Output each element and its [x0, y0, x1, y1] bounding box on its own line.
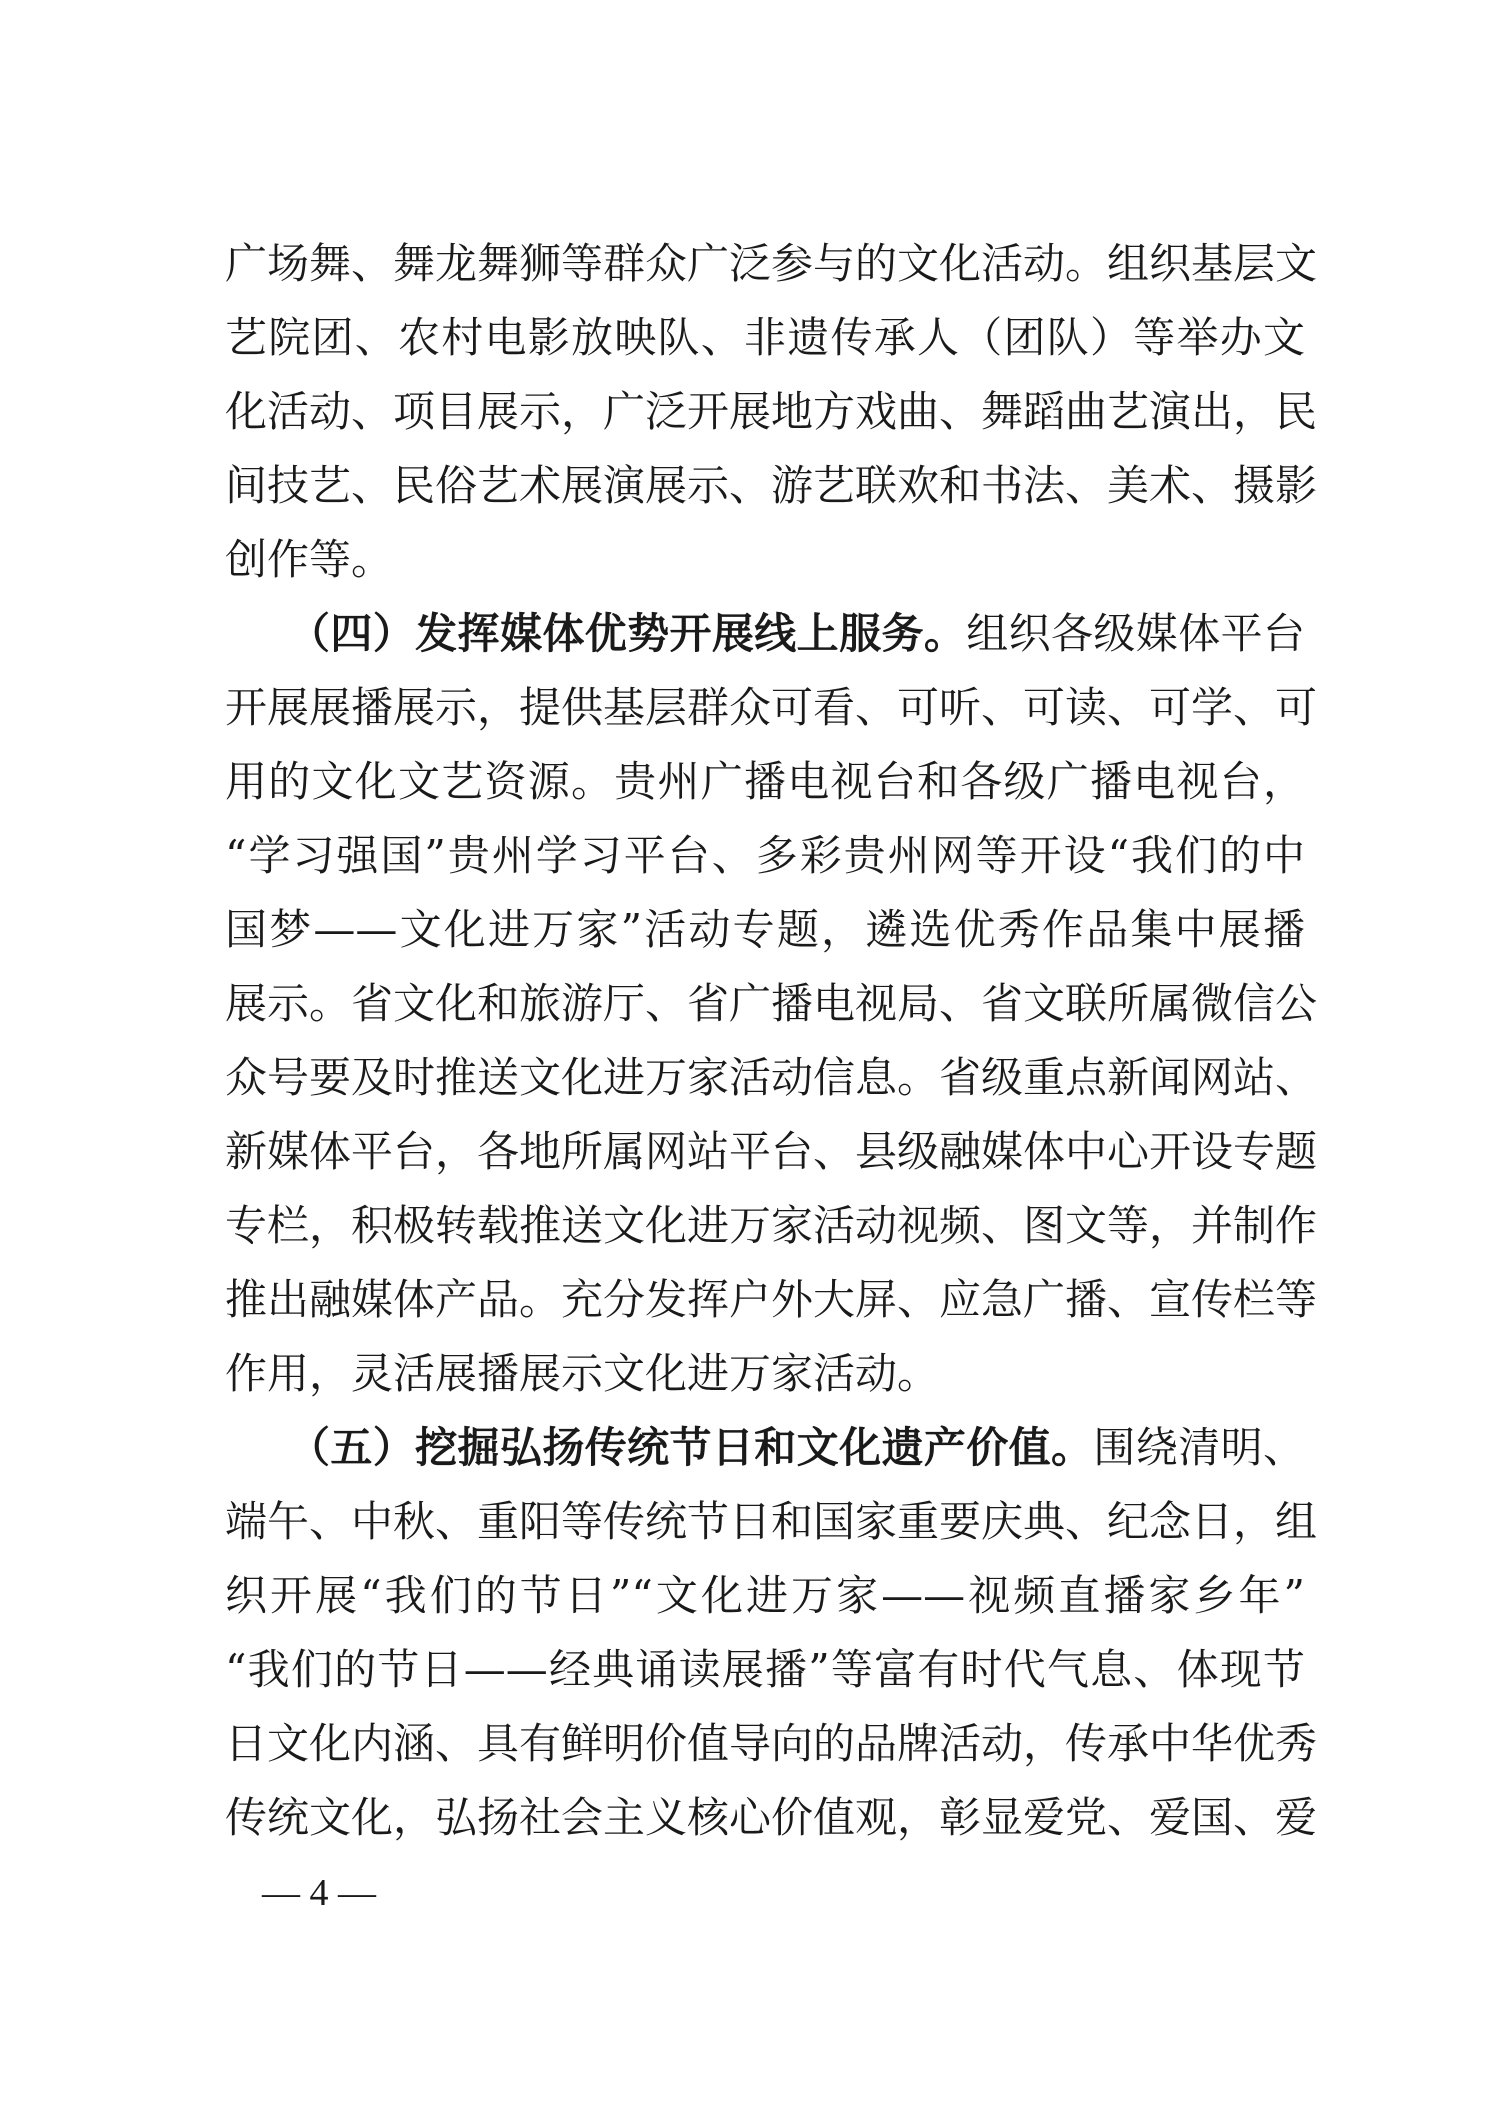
text-line: 众号要及时推送文化进万家活动信息。省级重点新闻网站、 [225, 1053, 1318, 1102]
text-line: 织开展“我们的节日”“文化进万家——视频直播家乡年” [225, 1571, 1305, 1620]
text-line: 新媒体平台，各地所属网站平台、县级融媒体中心开设专题 [225, 1127, 1318, 1176]
text-line: 化活动、项目展示，广泛开展地方戏曲、舞蹈曲艺演出，民 [225, 387, 1318, 436]
page-number: — 4 — [262, 1872, 376, 1914]
text-line: “我们的节日——经典诵读展播”等富有时代气息、体现节 [225, 1645, 1305, 1694]
section-4-first-line-text: 组织各级媒体平台 [966, 609, 1305, 658]
text-line: 作用，灵活展播展示文化进万家活动。 [225, 1349, 940, 1398]
section-4-heading: （四）发挥媒体优势开展线上服务。 [288, 609, 967, 658]
text-line: 用的文化文艺资源。贵州广播电视台和各级广播电视台， [225, 757, 1305, 806]
text-line: 间技艺、民俗艺术展演展示、游艺联欢和书法、美术、摄影 [225, 461, 1318, 510]
section-5 [225, 1411, 1318, 1855]
section-4 [225, 597, 1318, 1411]
paragraph-1 [225, 227, 1318, 597]
section-5-heading: （五）挖掘弘扬传统节日和文化遗产价值。 [288, 1423, 1094, 1472]
text-line: 专栏，积极转载推送文化进万家活动视频、图文等，并制作 [225, 1201, 1318, 1250]
body-text [225, 227, 1318, 1855]
section-5-first-line [225, 1411, 1305, 1485]
text-line: 广场舞、舞龙舞狮等群众广泛参与的文化活动。组织基层文 [225, 239, 1318, 288]
section-4-first-line [225, 597, 1305, 671]
text-line: 国梦——文化进万家”活动专题，遴选优秀作品集中展播 [225, 905, 1305, 954]
text-line: 创作等。 [225, 535, 394, 584]
text-line: “学习强国”贵州学习平台、多彩贵州网等开设“我们的中 [225, 831, 1305, 880]
text-line: 开展展播展示，提供基层群众可看、可听、可读、可学、可 [225, 683, 1318, 732]
text-line: 传统文化，弘扬社会主义核心价值观，彰显爱党、爱国、爱 [225, 1793, 1318, 1842]
text-line: 展示。省文化和旅游厅、省广播电视局、省文联所属微信公 [225, 979, 1318, 1028]
text-line: 艺院团、农村电影放映队、非遗传承人（团队）等举办文 [225, 313, 1305, 362]
text-line: 日文化内涵、具有鲜明价值导向的品牌活动，传承中华优秀 [225, 1719, 1318, 1768]
text-line: 端午、中秋、重阳等传统节日和国家重要庆典、纪念日，组 [225, 1497, 1318, 1546]
section-5-first-line-text: 围绕清明、 [1093, 1423, 1305, 1472]
text-line: 推出融媒体产品。充分发挥户外大屏、应急广播、宣传栏等 [225, 1275, 1318, 1324]
